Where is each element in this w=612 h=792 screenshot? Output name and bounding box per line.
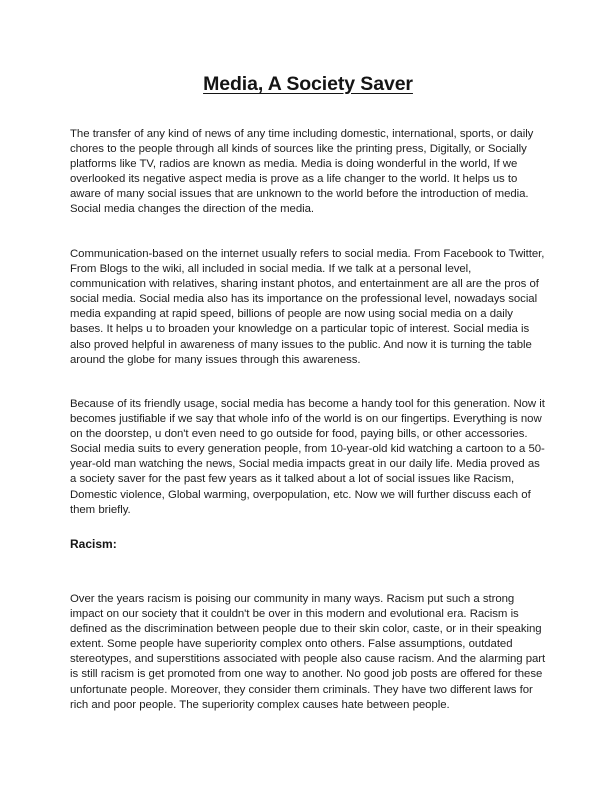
paragraph-friendly-usage: Because of its friendly usage, social media has become a handy tool for this generation. Now it becomes justifiable if we say that whole info of the world is on our fingertips. Everything is now on the doorstep, u don't even need to go outside for food, paying bills, or other accessories. Social media suits to every generation people, from 10-year-old kid watching a cartoon to a 50-year-old man watching the news, Social media impacts great in our daily life. Media proved as a society saver for the past few years as it talked about a lot of social issues like Racism, Domestic violence, Global warming, overpopulation, etc. Now we will further discuss each of them briefly. — [70, 398, 545, 516]
paragraph-racism-body: Over the years racism is poising our community in many ways. Racism put such a strong impact on our society that it couldn't be over in this modern and evolutional era. Racism is defined as the discrimination between people due to their skin color, caste, or in their speaking extent. Some people have superiority complex onto others. False assumptions, outdated stereotypes, and superstitions associated with people also cause racism. And the alarming part is still racism is get promoted from one way to another. No good job posts are offered for these unfortunate people. Moreover, they consider them criminals. They have two different laws for rich and poor people. The superiority complex causes hate between people. — [70, 593, 546, 711]
section-heading-racism: Racism: — [70, 537, 117, 551]
paragraph-intro: The transfer of any kind of news of any time including domestic, international, sports, or daily chores to the people through all kinds of sources like the printing press, Digitally, or Socially platforms like TV, radios are known as media. Media is doing wonderful in the world, If we overlooked its negative aspect media is prove as a life changer to the world. It helps us to aware of many social issues that are unknown to the world before the introduction of media. Social media changes the direction of the media. — [70, 128, 534, 216]
document-title: Media, A Society Saver — [203, 73, 413, 95]
paragraph-communication: Communication-based on the internet usually refers to social media. From Facebook to Twitter, From Blogs to the wiki, all included in social media. If we talk at a personal level, communication with relatives, sharing instant photos, and entertainment are all are the pros of social media. Social media also has its importance on the professional level, nowadays social media expanding at rapid speed, billions of people are now using social media on a daily bases. It helps u to broaden your knowledge on a particular topic of interest. Social media is also proved helpful in awareness of many issues to the public. And now it is turning the table around the globe for many issues through this awareness. — [70, 248, 545, 366]
